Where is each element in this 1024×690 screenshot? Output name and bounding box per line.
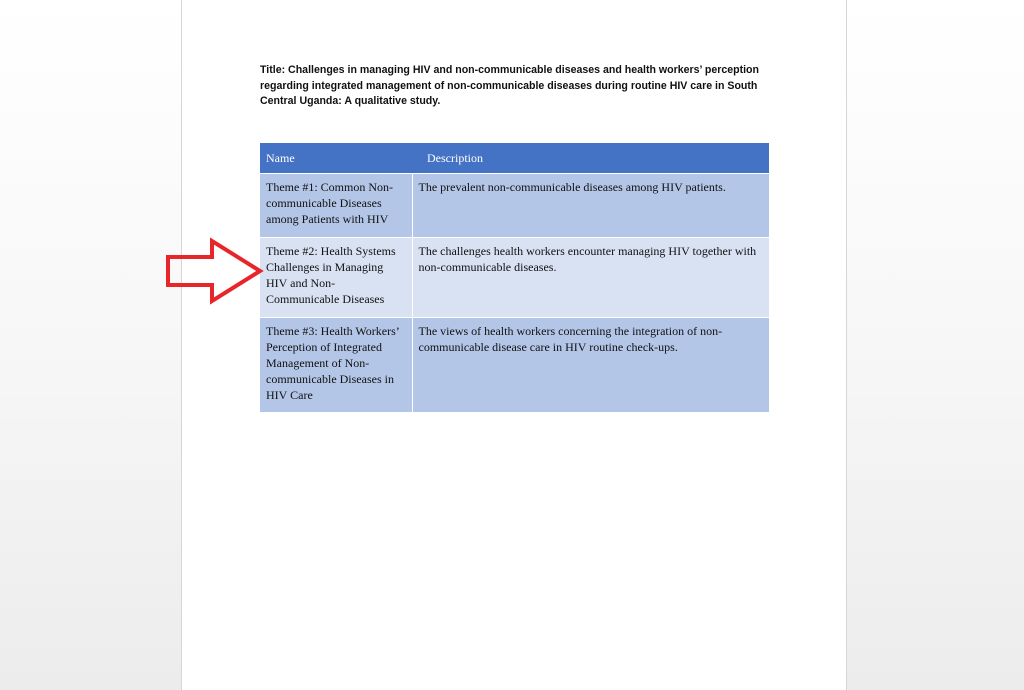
right-arrow-outline-icon (166, 237, 266, 307)
column-header-description: Description (412, 143, 769, 174)
column-header-name: Name (260, 143, 412, 174)
theme-description-cell: The challenges health workers encounter managing HIV together with non-communicable diseases. (412, 238, 769, 318)
arrow-shape (168, 241, 260, 301)
theme-description-cell: The prevalent non-communicable diseases among HIV patients. (412, 174, 769, 238)
table-row (260, 174, 769, 238)
document-title: Title: Challenges in managing HIV and non-communicable diseases and health workers’ perception regarding integrated management of non-communicable diseases during routine HIV care in South Central Uganda: A qualitative study. (260, 64, 760, 107)
themes-table (260, 143, 769, 413)
table-row (260, 238, 769, 318)
theme-name-cell: Theme #1: Common Non-communicable Diseases among Patients with HIV (260, 174, 412, 238)
table-header-row (260, 143, 769, 174)
table-row (260, 318, 769, 413)
document-page (181, 0, 847, 690)
theme-description-cell: The views of health workers concerning the integration of non-communicable disease care in HIV routine check-ups. (412, 318, 769, 413)
theme-name-cell: Theme #3: Health Workers’ Perception of Integrated Management of Non-communicable Diseases in HIV Care (260, 318, 412, 413)
theme-name-cell: Theme #2: Health Systems Challenges in Managing HIV and Non-Communicable Diseases (260, 238, 412, 318)
